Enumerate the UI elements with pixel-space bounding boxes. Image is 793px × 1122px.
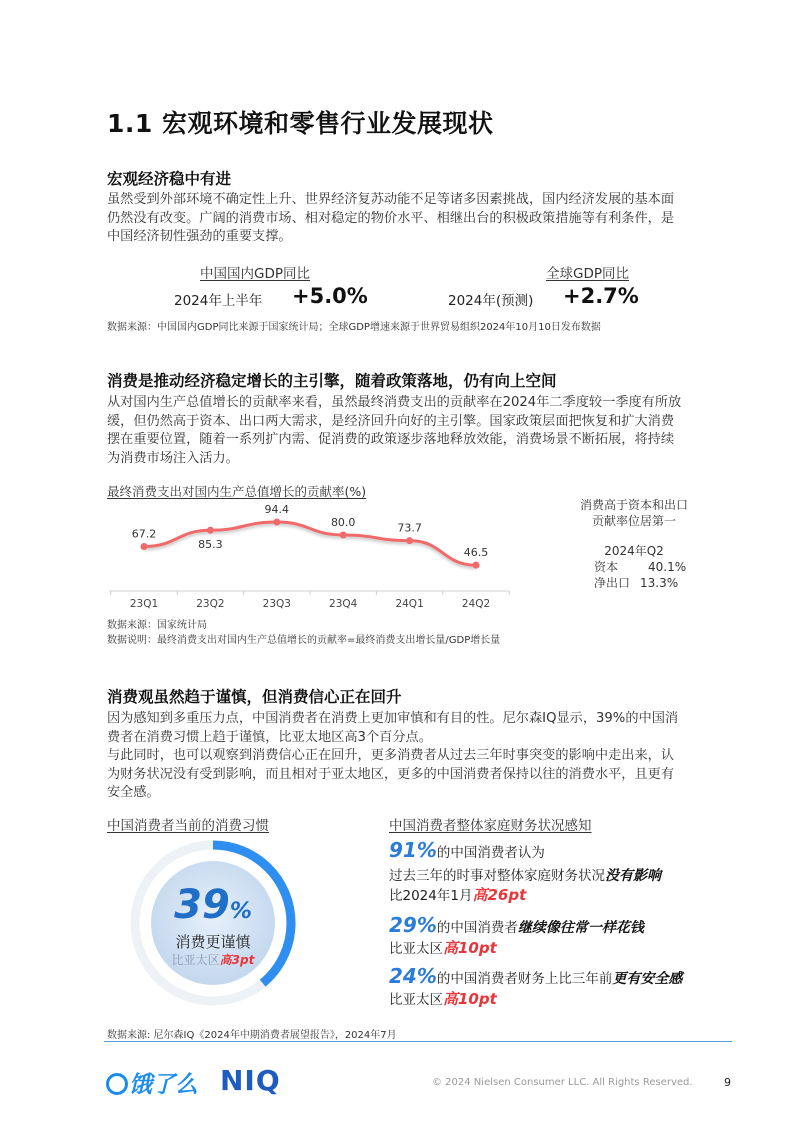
- finance-item-1: 91%的中国消费者认为: [389, 838, 545, 862]
- chart-source: 数据来源：国家统计局: [107, 620, 207, 631]
- gdp-source-note: 数据来源：中国国内GDP同比来源于国家统计局；全球GDP增速来源于世界贸易组织2024年10月10日发布数据: [107, 322, 601, 333]
- x-tick-label-23Q2: 23Q2: [196, 598, 225, 610]
- data-label-23Q4: 80.0: [330, 516, 356, 529]
- page-title: 1.1 宏观环境和零售行业发展现状: [107, 109, 494, 138]
- chart-note: 数据说明：最终消费支出对国内生产总值增长的贡献率=最终消费支出增长量/GDP增长量: [107, 635, 501, 646]
- copyright: © 2024 Nielsen Consumer LLC. All Rights Reserved.: [432, 1077, 693, 1088]
- data-point-24Q1: [406, 537, 413, 544]
- stat-label-global-gdp: 2024年(预测): [448, 293, 534, 309]
- gauge-percent-sign: %: [229, 899, 252, 924]
- section-heading-consumption: 消费是推动经济稳定增长的主引擎，随着政策落地，仍有向上空间: [107, 372, 557, 390]
- footer-divider: [104, 1041, 732, 1042]
- data-point-23Q2: [207, 527, 214, 534]
- data-point-23Q3: [273, 519, 280, 526]
- stat-value-global-gdp: +2.7%: [563, 284, 639, 308]
- contribution-line-chart: [104, 500, 514, 615]
- sentiment-paragraph: 因为感知到多重压力点，中国消费者在消费上更加审慎和有目的性。尼尔森IQ显示，39%的中国消 费者在消费习惯上趋于谨慎，比亚太地区高3个百分点。 与此同时，也可以观察到消费信心正在回升，更多消费者从过去三年时事突变的影响中走出来，认 为财务状况没有受到影响，而且相对于亚太地区，更多的中国消费者保持以往的消费水平，且更有 安全感。: [107, 711, 679, 800]
- finance-title: 中国消费者整体家庭财务状况感知: [389, 818, 592, 834]
- series-line: [144, 522, 476, 565]
- side-note: 消费高于资本和出口 贡献率位居第一: [579, 498, 688, 528]
- side-note-period: 2024年Q2: [604, 544, 664, 558]
- side-note-rows: 资本 40.1% 净出口 13.3%: [594, 560, 687, 590]
- x-tick-label-24Q1: 24Q1: [395, 598, 424, 610]
- x-tick-label-23Q4: 23Q4: [329, 598, 358, 610]
- data-label-24Q2: 46.5: [463, 546, 489, 560]
- section-heading-sentiment: 消费观虽然趋于谨慎，但消费信心正在回升: [107, 688, 402, 706]
- macro-paragraph: 虽然受到外部环境不确定性上升、世界经济复苏动能不足等诸多因素挑战，国内经济发展的基本面 仍然没有改变。广阔的消费市场、相对稳定的物价水平、相继出台的积极政策措施等有利条件，是 中国经济韧性强劲的重要支撑。: [107, 192, 675, 244]
- data-label-24Q1: 73.7: [397, 521, 422, 535]
- finance-item-3: 24%的中国消费者财务上比三年前更有安全感: [389, 964, 683, 988]
- chart-title: 最终消费支出对国内生产总值增长的贡献率(%): [107, 484, 367, 499]
- data-point-24Q2: [473, 562, 480, 569]
- consumption-paragraph: 从对国内生产总值增长的贡献率来看，虽然最终消费支出的贡献率在2024年二季度较一季度有所放 缓，但仍然高于资本、出口两大需求，是经济回升向好的主引擎。国家政策层面把恢复和扩大消费 摆在重要位置，随着一系列扩内需、促消费的政策逐步落地释放效能，消费场景不断拓展，将持续 为消费市场注入活力。: [107, 395, 682, 466]
- data-label-23Q3: 94.4: [264, 503, 290, 517]
- data-point-23Q1: [141, 543, 148, 550]
- section-heading-macro: 宏观经济稳中有进: [107, 170, 232, 188]
- niq-logo: NIQ: [220, 1064, 281, 1097]
- stat-title-global-gdp: 全球GDP同比: [546, 266, 629, 282]
- gauge-compare-prefix: 比亚太区: [171, 953, 220, 967]
- sentiment-source: 数据来源: 尼尔森IQ《2024年中期消费者展望报告》，2024年7月: [107, 1030, 397, 1041]
- gauge-compare-value: 高3pt: [219, 953, 255, 967]
- finance-item-2: 29%的中国消费者继续像往常一样花钱: [389, 913, 644, 937]
- stat-value-china-gdp: +5.0%: [292, 284, 368, 308]
- eleme-logo: 饿了么: [106, 1066, 198, 1099]
- data-label-23Q2: 85.3: [198, 538, 223, 552]
- gauge-label: 消费更谨慎: [175, 933, 251, 951]
- x-tick-label-23Q1: 23Q1: [129, 598, 159, 610]
- habit-title: 中国消费者当前的消费习惯: [107, 818, 269, 834]
- data-label-23Q1: 67.2: [131, 527, 157, 541]
- eleme-logo-icon: [106, 1073, 128, 1095]
- page-number: 9: [724, 1076, 731, 1089]
- stat-title-china-gdp: 中国国内GDP同比: [200, 266, 310, 282]
- cautious-gauge: [128, 838, 298, 1008]
- x-tick-label-23Q3: 23Q3: [262, 598, 291, 610]
- stat-label-china-gdp: 2024年上半年: [174, 293, 263, 309]
- data-point-23Q4: [340, 532, 347, 539]
- x-tick-label-24Q2: 24Q2: [461, 598, 491, 610]
- gauge-percent: 39: [174, 882, 230, 928]
